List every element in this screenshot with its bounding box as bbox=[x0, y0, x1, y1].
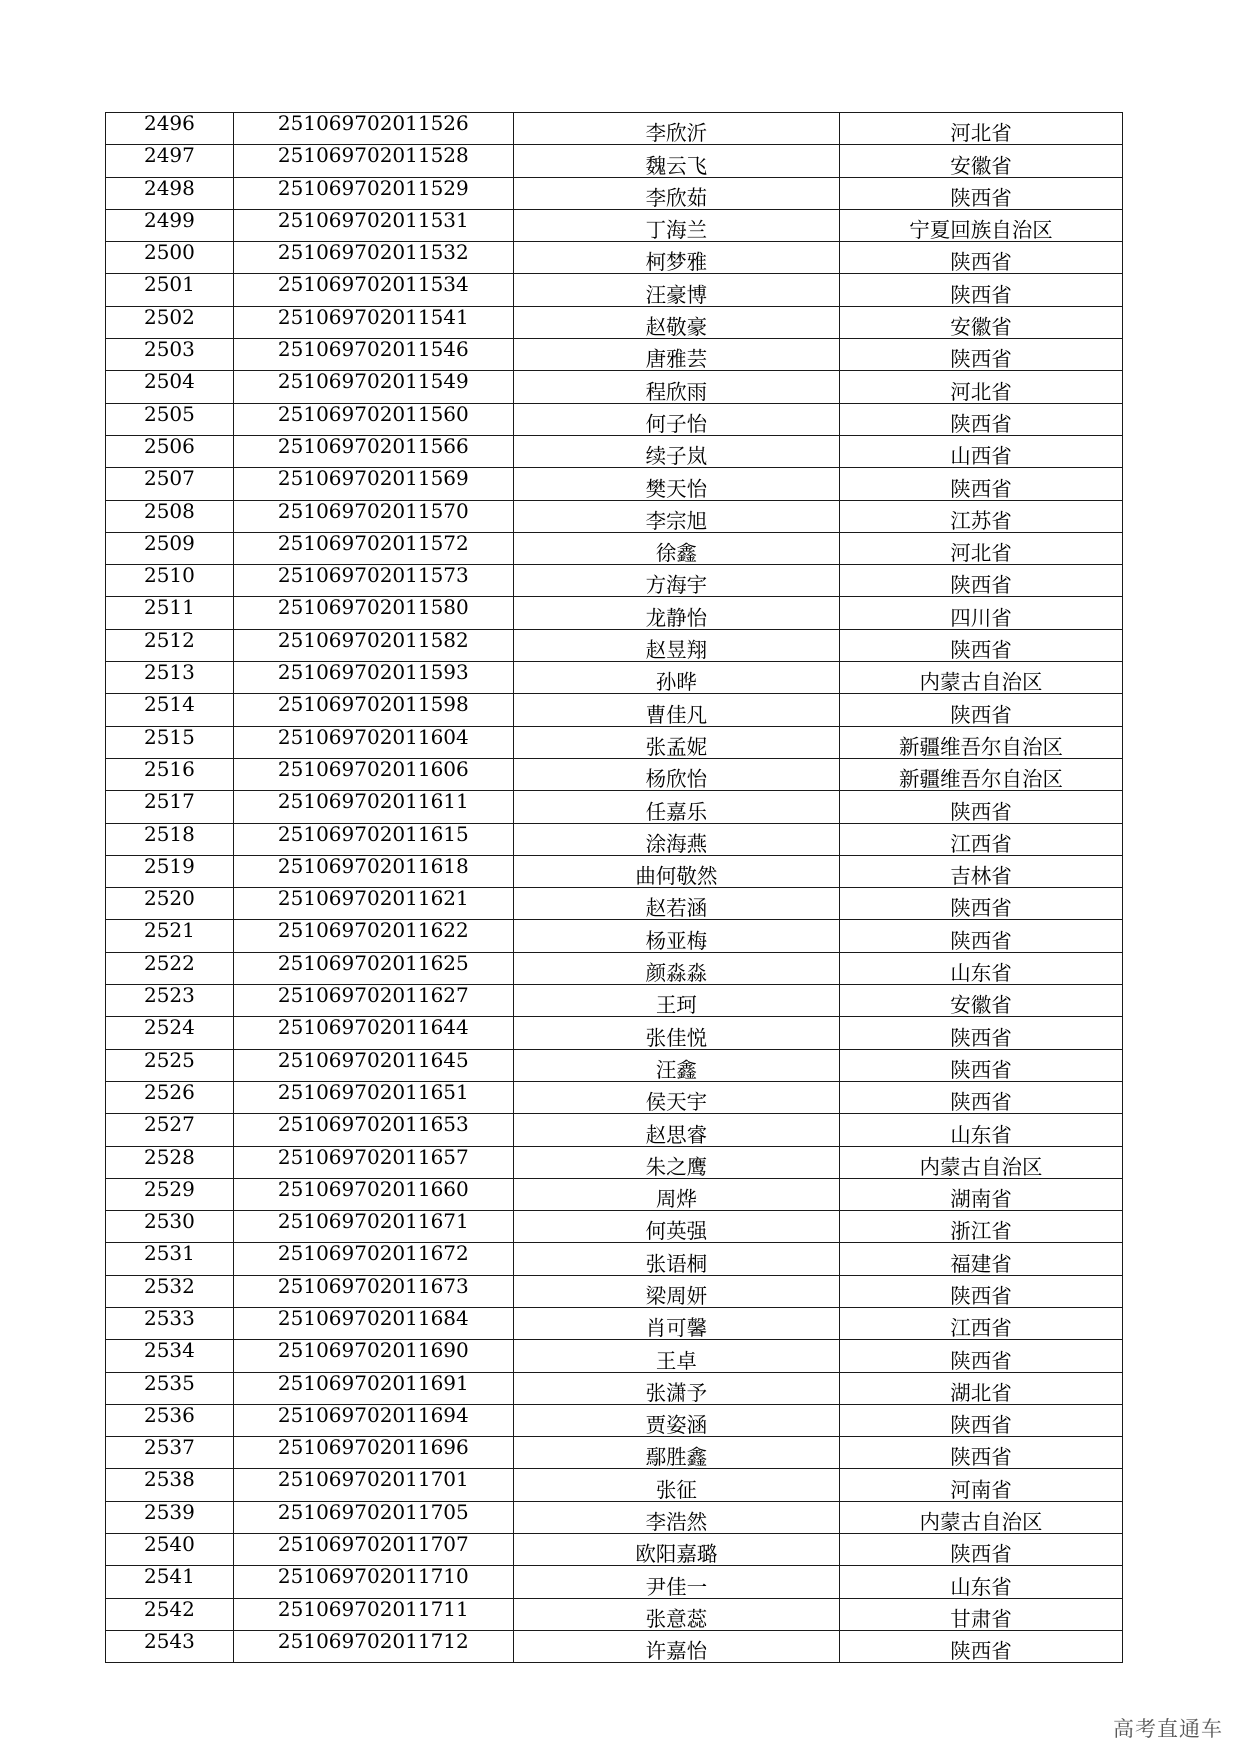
exam-id: 251069702011528 bbox=[233, 145, 513, 177]
table-row bbox=[106, 1630, 1123, 1662]
province: 陕西省 bbox=[840, 242, 1123, 274]
row-number: 2498 bbox=[106, 177, 234, 209]
exam-id: 251069702011690 bbox=[233, 1340, 513, 1372]
exam-id: 251069702011526 bbox=[233, 113, 513, 145]
table-row bbox=[106, 145, 1123, 177]
row-number: 2508 bbox=[106, 500, 234, 532]
exam-id: 251069702011604 bbox=[233, 726, 513, 758]
exam-id: 251069702011625 bbox=[233, 952, 513, 984]
row-number: 2523 bbox=[106, 985, 234, 1017]
row-number: 2514 bbox=[106, 694, 234, 726]
row-number: 2504 bbox=[106, 371, 234, 403]
table-row bbox=[106, 1501, 1123, 1533]
row-number: 2525 bbox=[106, 1049, 234, 1081]
province: 甘肃省 bbox=[840, 1598, 1123, 1630]
table-row bbox=[106, 920, 1123, 952]
student-name: 欧阳嘉璐 bbox=[513, 1534, 839, 1566]
student-name: 张意蕊 bbox=[513, 1598, 839, 1630]
student-name: 曹佳凡 bbox=[513, 694, 839, 726]
exam-id: 251069702011696 bbox=[233, 1437, 513, 1469]
exam-id: 251069702011569 bbox=[233, 468, 513, 500]
province: 陕西省 bbox=[840, 1534, 1123, 1566]
student-name: 王卓 bbox=[513, 1340, 839, 1372]
exam-id: 251069702011653 bbox=[233, 1114, 513, 1146]
province: 陕西省 bbox=[840, 791, 1123, 823]
province: 福建省 bbox=[840, 1243, 1123, 1275]
table-row bbox=[106, 468, 1123, 500]
province: 内蒙古自治区 bbox=[840, 662, 1123, 694]
student-name: 杨欣怡 bbox=[513, 758, 839, 790]
row-number: 2535 bbox=[106, 1372, 234, 1404]
student-name: 徐鑫 bbox=[513, 532, 839, 564]
student-name: 任嘉乐 bbox=[513, 791, 839, 823]
table-row bbox=[106, 500, 1123, 532]
row-number: 2521 bbox=[106, 920, 234, 952]
province: 河北省 bbox=[840, 371, 1123, 403]
exam-id: 251069702011598 bbox=[233, 694, 513, 726]
table-row bbox=[106, 532, 1123, 564]
province: 内蒙古自治区 bbox=[840, 1146, 1123, 1178]
student-name: 程欣雨 bbox=[513, 371, 839, 403]
roster-table bbox=[105, 112, 1123, 1663]
exam-id: 251069702011672 bbox=[233, 1243, 513, 1275]
exam-id: 251069702011573 bbox=[233, 565, 513, 597]
table-row bbox=[106, 565, 1123, 597]
province: 陕西省 bbox=[840, 1437, 1123, 1469]
student-name: 张潇予 bbox=[513, 1372, 839, 1404]
province: 陕西省 bbox=[840, 1017, 1123, 1049]
row-number: 2537 bbox=[106, 1437, 234, 1469]
province: 山东省 bbox=[840, 1566, 1123, 1598]
student-name: 汪鑫 bbox=[513, 1049, 839, 1081]
student-name: 贾姿涵 bbox=[513, 1404, 839, 1436]
province: 陕西省 bbox=[840, 1081, 1123, 1113]
row-number: 2511 bbox=[106, 597, 234, 629]
province: 河北省 bbox=[840, 532, 1123, 564]
table-row bbox=[106, 791, 1123, 823]
province: 江西省 bbox=[840, 823, 1123, 855]
exam-id: 251069702011684 bbox=[233, 1307, 513, 1339]
exam-id: 251069702011593 bbox=[233, 662, 513, 694]
row-number: 2519 bbox=[106, 855, 234, 887]
table-row bbox=[106, 952, 1123, 984]
student-name: 汪豪博 bbox=[513, 274, 839, 306]
student-name: 何子怡 bbox=[513, 403, 839, 435]
student-name: 丁海兰 bbox=[513, 209, 839, 241]
table-row bbox=[106, 1372, 1123, 1404]
province: 陕西省 bbox=[840, 1340, 1123, 1372]
table-row bbox=[106, 274, 1123, 306]
exam-id: 251069702011611 bbox=[233, 791, 513, 823]
row-number: 2497 bbox=[106, 145, 234, 177]
province: 陕西省 bbox=[840, 629, 1123, 661]
exam-id: 251069702011529 bbox=[233, 177, 513, 209]
row-number: 2518 bbox=[106, 823, 234, 855]
table-row bbox=[106, 1340, 1123, 1372]
exam-id: 251069702011615 bbox=[233, 823, 513, 855]
student-name: 方海宇 bbox=[513, 565, 839, 597]
table-row bbox=[106, 339, 1123, 371]
table-row bbox=[106, 1114, 1123, 1146]
table-row bbox=[106, 1275, 1123, 1307]
row-number: 2540 bbox=[106, 1534, 234, 1566]
student-name: 李宗旭 bbox=[513, 500, 839, 532]
table-row bbox=[106, 1146, 1123, 1178]
student-name: 赵若涵 bbox=[513, 888, 839, 920]
row-number: 2503 bbox=[106, 339, 234, 371]
exam-id: 251069702011606 bbox=[233, 758, 513, 790]
exam-id: 251069702011549 bbox=[233, 371, 513, 403]
student-name: 孙晔 bbox=[513, 662, 839, 694]
student-name: 何英强 bbox=[513, 1211, 839, 1243]
table-row bbox=[106, 209, 1123, 241]
table-row bbox=[106, 855, 1123, 887]
exam-id: 251069702011710 bbox=[233, 1566, 513, 1598]
exam-id: 251069702011657 bbox=[233, 1146, 513, 1178]
row-number: 2516 bbox=[106, 758, 234, 790]
student-name: 侯天宇 bbox=[513, 1081, 839, 1113]
province: 四川省 bbox=[840, 597, 1123, 629]
province: 山西省 bbox=[840, 435, 1123, 467]
row-number: 2529 bbox=[106, 1178, 234, 1210]
table-row bbox=[106, 1211, 1123, 1243]
exam-id: 251069702011644 bbox=[233, 1017, 513, 1049]
table-row bbox=[106, 113, 1123, 145]
student-name: 续子岚 bbox=[513, 435, 839, 467]
exam-id: 251069702011712 bbox=[233, 1630, 513, 1662]
row-number: 2536 bbox=[106, 1404, 234, 1436]
province: 陕西省 bbox=[840, 339, 1123, 371]
exam-id: 251069702011705 bbox=[233, 1501, 513, 1533]
province: 江西省 bbox=[840, 1307, 1123, 1339]
province: 山东省 bbox=[840, 1114, 1123, 1146]
exam-id: 251069702011541 bbox=[233, 306, 513, 338]
roster-body bbox=[106, 113, 1123, 1663]
row-number: 2506 bbox=[106, 435, 234, 467]
province: 湖北省 bbox=[840, 1372, 1123, 1404]
exam-id: 251069702011531 bbox=[233, 209, 513, 241]
province: 宁夏回族自治区 bbox=[840, 209, 1123, 241]
table-row bbox=[106, 177, 1123, 209]
table-row bbox=[106, 371, 1123, 403]
province: 山东省 bbox=[840, 952, 1123, 984]
student-name: 张征 bbox=[513, 1469, 839, 1501]
exam-id: 251069702011582 bbox=[233, 629, 513, 661]
row-number: 2526 bbox=[106, 1081, 234, 1113]
row-number: 2512 bbox=[106, 629, 234, 661]
row-number: 2533 bbox=[106, 1307, 234, 1339]
student-name: 颜淼淼 bbox=[513, 952, 839, 984]
student-name: 魏云飞 bbox=[513, 145, 839, 177]
exam-id: 251069702011532 bbox=[233, 242, 513, 274]
province: 陕西省 bbox=[840, 920, 1123, 952]
row-number: 2527 bbox=[106, 1114, 234, 1146]
table-row bbox=[106, 1307, 1123, 1339]
exam-id: 251069702011566 bbox=[233, 435, 513, 467]
table-row bbox=[106, 403, 1123, 435]
province: 河北省 bbox=[840, 113, 1123, 145]
student-name: 赵昱翔 bbox=[513, 629, 839, 661]
table-row bbox=[106, 1404, 1123, 1436]
student-name: 唐雅芸 bbox=[513, 339, 839, 371]
province: 安徽省 bbox=[840, 985, 1123, 1017]
exam-id: 251069702011660 bbox=[233, 1178, 513, 1210]
province: 陕西省 bbox=[840, 468, 1123, 500]
province: 安徽省 bbox=[840, 306, 1123, 338]
table-row bbox=[106, 1049, 1123, 1081]
table-row bbox=[106, 1566, 1123, 1598]
exam-id: 251069702011570 bbox=[233, 500, 513, 532]
row-number: 2496 bbox=[106, 113, 234, 145]
province: 内蒙古自治区 bbox=[840, 1501, 1123, 1533]
table-row bbox=[106, 597, 1123, 629]
exam-id: 251069702011622 bbox=[233, 920, 513, 952]
student-name: 涂海燕 bbox=[513, 823, 839, 855]
row-number: 2532 bbox=[106, 1275, 234, 1307]
province: 安徽省 bbox=[840, 145, 1123, 177]
exam-id: 251069702011572 bbox=[233, 532, 513, 564]
student-name: 朱之鹰 bbox=[513, 1146, 839, 1178]
exam-id: 251069702011534 bbox=[233, 274, 513, 306]
row-number: 2505 bbox=[106, 403, 234, 435]
province: 陕西省 bbox=[840, 1404, 1123, 1436]
exam-id: 251069702011691 bbox=[233, 1372, 513, 1404]
exam-id: 251069702011621 bbox=[233, 888, 513, 920]
province: 陕西省 bbox=[840, 1275, 1123, 1307]
province: 湖南省 bbox=[840, 1178, 1123, 1210]
province: 陕西省 bbox=[840, 1630, 1123, 1662]
province: 江苏省 bbox=[840, 500, 1123, 532]
table-row bbox=[106, 1437, 1123, 1469]
exam-id: 251069702011651 bbox=[233, 1081, 513, 1113]
exam-id: 251069702011560 bbox=[233, 403, 513, 435]
student-name: 张语桐 bbox=[513, 1243, 839, 1275]
province: 新疆维吾尔自治区 bbox=[840, 758, 1123, 790]
row-number: 2502 bbox=[106, 306, 234, 338]
student-name: 尹佳一 bbox=[513, 1566, 839, 1598]
table-row bbox=[106, 306, 1123, 338]
table-row bbox=[106, 1534, 1123, 1566]
table-row bbox=[106, 1081, 1123, 1113]
exam-id: 251069702011627 bbox=[233, 985, 513, 1017]
row-number: 2500 bbox=[106, 242, 234, 274]
row-number: 2542 bbox=[106, 1598, 234, 1630]
student-name: 柯梦雅 bbox=[513, 242, 839, 274]
province: 陕西省 bbox=[840, 177, 1123, 209]
exam-id: 251069702011618 bbox=[233, 855, 513, 887]
table-row bbox=[106, 1469, 1123, 1501]
table-row bbox=[106, 1243, 1123, 1275]
student-name: 周烨 bbox=[513, 1178, 839, 1210]
student-name: 李欣茹 bbox=[513, 177, 839, 209]
row-number: 2517 bbox=[106, 791, 234, 823]
exam-id: 251069702011546 bbox=[233, 339, 513, 371]
province: 浙江省 bbox=[840, 1211, 1123, 1243]
student-name: 梁周妍 bbox=[513, 1275, 839, 1307]
table-row bbox=[106, 694, 1123, 726]
table-row bbox=[106, 888, 1123, 920]
exam-id: 251069702011711 bbox=[233, 1598, 513, 1630]
student-name: 李欣沂 bbox=[513, 113, 839, 145]
row-number: 2507 bbox=[106, 468, 234, 500]
exam-id: 251069702011694 bbox=[233, 1404, 513, 1436]
row-number: 2522 bbox=[106, 952, 234, 984]
student-name: 李浩然 bbox=[513, 1501, 839, 1533]
student-name: 王珂 bbox=[513, 985, 839, 1017]
table-row bbox=[106, 242, 1123, 274]
student-name: 赵思睿 bbox=[513, 1114, 839, 1146]
table-row bbox=[106, 1178, 1123, 1210]
province: 河南省 bbox=[840, 1469, 1123, 1501]
province: 陕西省 bbox=[840, 403, 1123, 435]
table-row bbox=[106, 823, 1123, 855]
student-name: 樊天怡 bbox=[513, 468, 839, 500]
student-name: 曲何敬然 bbox=[513, 855, 839, 887]
row-number: 2515 bbox=[106, 726, 234, 758]
province: 陕西省 bbox=[840, 274, 1123, 306]
row-number: 2513 bbox=[106, 662, 234, 694]
table-row bbox=[106, 1598, 1123, 1630]
student-name: 杨亚梅 bbox=[513, 920, 839, 952]
row-number: 2530 bbox=[106, 1211, 234, 1243]
student-name: 赵敬豪 bbox=[513, 306, 839, 338]
province: 陕西省 bbox=[840, 694, 1123, 726]
row-number: 2534 bbox=[106, 1340, 234, 1372]
student-name: 张孟妮 bbox=[513, 726, 839, 758]
row-number: 2501 bbox=[106, 274, 234, 306]
row-number: 2528 bbox=[106, 1146, 234, 1178]
table-row bbox=[106, 435, 1123, 467]
student-name: 肖可馨 bbox=[513, 1307, 839, 1339]
row-number: 2509 bbox=[106, 532, 234, 564]
province: 吉林省 bbox=[840, 855, 1123, 887]
row-number: 2543 bbox=[106, 1630, 234, 1662]
student-name: 鄢胜鑫 bbox=[513, 1437, 839, 1469]
table-row bbox=[106, 726, 1123, 758]
province: 新疆维吾尔自治区 bbox=[840, 726, 1123, 758]
row-number: 2499 bbox=[106, 209, 234, 241]
province: 陕西省 bbox=[840, 888, 1123, 920]
table-row bbox=[106, 758, 1123, 790]
watermark: 高考直通车 bbox=[1113, 1717, 1223, 1741]
student-name: 龙静怡 bbox=[513, 597, 839, 629]
row-number: 2538 bbox=[106, 1469, 234, 1501]
row-number: 2524 bbox=[106, 1017, 234, 1049]
province: 陕西省 bbox=[840, 1049, 1123, 1081]
exam-id: 251069702011707 bbox=[233, 1534, 513, 1566]
exam-id: 251069702011673 bbox=[233, 1275, 513, 1307]
table-row bbox=[106, 1017, 1123, 1049]
exam-id: 251069702011580 bbox=[233, 597, 513, 629]
exam-id: 251069702011671 bbox=[233, 1211, 513, 1243]
row-number: 2520 bbox=[106, 888, 234, 920]
table-row bbox=[106, 662, 1123, 694]
row-number: 2510 bbox=[106, 565, 234, 597]
student-name: 张佳悦 bbox=[513, 1017, 839, 1049]
exam-id: 251069702011645 bbox=[233, 1049, 513, 1081]
table-row bbox=[106, 985, 1123, 1017]
exam-id: 251069702011701 bbox=[233, 1469, 513, 1501]
row-number: 2531 bbox=[106, 1243, 234, 1275]
row-number: 2539 bbox=[106, 1501, 234, 1533]
table-row bbox=[106, 629, 1123, 661]
student-name: 许嘉怡 bbox=[513, 1630, 839, 1662]
row-number: 2541 bbox=[106, 1566, 234, 1598]
province: 陕西省 bbox=[840, 565, 1123, 597]
